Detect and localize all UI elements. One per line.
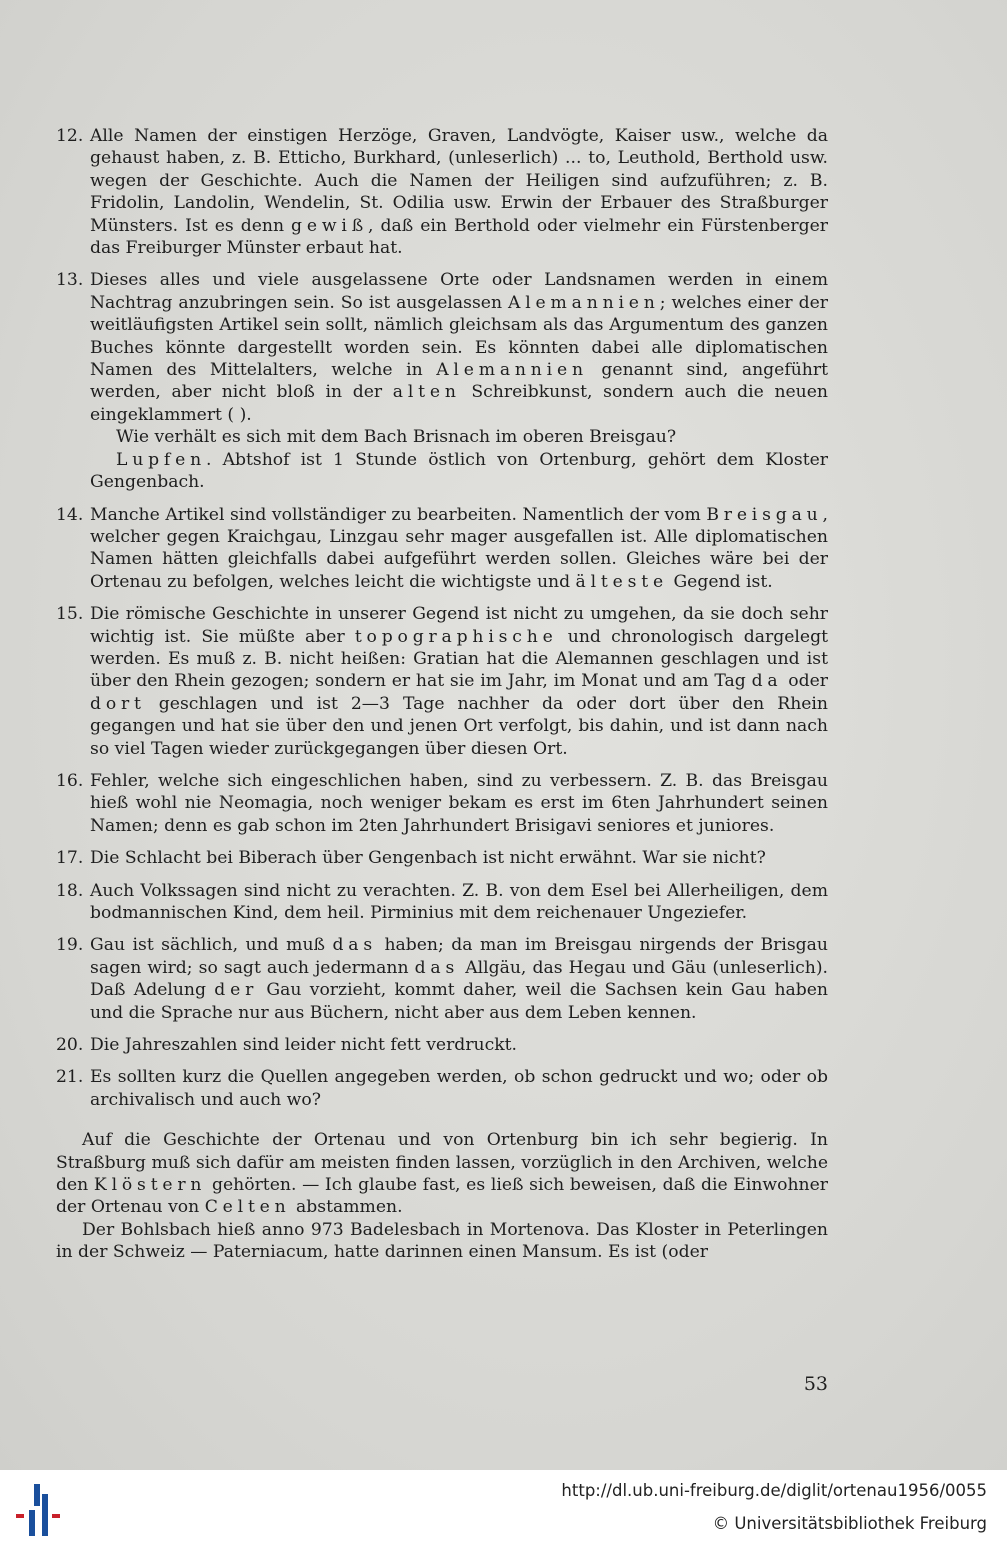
item-body — [90, 847, 828, 869]
text-run: Die Schlacht bei Biberach über Gengenbach ist nicht erwähnt. War sie nicht? — [90, 848, 766, 869]
text-run: und chronologisch dargelegt werden. Es muß z. B. nicht heißen: Gratian hat die Alemannen geschlagen und ist über den Rhein gezogen; sondern er hat sie im Jahr, im Monat und am Tag — [90, 626, 828, 692]
list-item — [56, 269, 828, 493]
item-number: 16. — [56, 770, 84, 791]
item-paragraph — [90, 125, 828, 259]
text-run: Gau vorzieht, kommt daher, weil die Sachsen kein Gau haben und die Sprache nur aus Büchern, nicht aber aus dem Leben kennen. — [90, 980, 829, 1023]
item-paragraph — [90, 934, 828, 1024]
item-number: 19. — [56, 935, 84, 956]
item-body — [90, 125, 828, 259]
item-body — [90, 269, 828, 493]
spaced-emphasis: Breisgau — [706, 504, 823, 525]
text-run: Auch Volkssagen sind nicht zu verachten. Z. B. von dem Esel bei Allerheiligen, dem bodmannischen Kind, dem heil. Pirminius mit dem reichenauer Ungeziefer. — [90, 880, 828, 923]
text-run: Schreibkunst, sondern auch die neuen eingeklammert ( ). — [90, 382, 828, 425]
spaced-emphasis: das — [332, 935, 377, 956]
spaced-emphasis: da — [751, 671, 783, 692]
copyright-notice: © Universitätsbibliothek Freiburg — [712, 1514, 987, 1533]
item-body — [90, 770, 828, 837]
library-footer — [0, 1470, 1007, 1543]
text-run: geschlagen und ist 2—3 Tage nachher da oder dort über den Rhein gegangen und hat sie über den und jenen Ort verfolgt, bis dahin, und ist dann nach so viel Tagen wieder zurückgegangen über diesen Ort. — [90, 693, 828, 759]
text-run: Die Jahreszahlen sind leider nicht fett verdruckt. — [90, 1035, 518, 1056]
text-run: Auf die Geschichte der Ortenau und von Ortenburg bin ich sehr begierig. In Straßburg muß sich dafür am meisten finden lassen, vorzüglich in den Archiven, welche den — [56, 1130, 828, 1196]
item-body — [90, 504, 828, 594]
item-number: 20. — [56, 1035, 84, 1056]
list-item — [56, 880, 828, 925]
item-body — [90, 880, 828, 925]
body-paragraph — [56, 1129, 828, 1219]
item-paragraph — [90, 504, 828, 594]
text-run: Fehler, welche sich eingeschlichen haben, sind zu verbessern. Z. B. das Breisgau hieß wohl nie Neomagia, noch weniger bekam es erst im 6ten Jahrhundert seinen Namen; denn es gab schon im 2ten Jahrhundert Brisigavi seniores et juniores. — [90, 770, 828, 836]
item-paragraph — [90, 847, 828, 869]
page-number: 53 — [803, 1373, 828, 1395]
spaced-emphasis: älteste — [575, 571, 668, 592]
text-run: Allgäu, das Hegau und Gäu (unleserlich). Daß Adelung — [90, 957, 828, 1001]
item-number: 13. — [56, 270, 84, 291]
spaced-emphasis: der — [214, 980, 259, 1001]
item-paragraph — [90, 770, 828, 837]
item-number: 14. — [56, 504, 84, 525]
spaced-emphasis: dort — [90, 693, 146, 714]
list-item — [56, 504, 828, 594]
text-run: Die römische Geschichte in unserer Gegend ist nicht zu umgehen, da sie doch sehr wichtig ist. Sie müßte aber — [90, 604, 828, 647]
text-run: . Abtshof ist 1 Stunde östlich von Ortenburg, gehört dem Kloster Gengenbach. — [90, 449, 828, 493]
item-paragraph — [90, 449, 828, 494]
spaced-emphasis: topographische — [354, 626, 558, 647]
closing-paragraphs — [56, 1129, 828, 1263]
numbered-list — [56, 125, 828, 1111]
list-item — [56, 934, 828, 1024]
item-body — [90, 934, 828, 1024]
text-run: genannt sind, angeführt werden, aber nicht bloß in der — [90, 360, 828, 403]
source-url-link[interactable]: http://dl.ub.uni-freiburg.de/diglit/ortenau1956/0055 — [561, 1481, 987, 1500]
text-run: ; welches einer der weitläufigsten Artikel sein sollt, nämlich gleichsam als das Argumentum des ganzen Buches könnte dargestellt worden sein. Es könnten dabei alle diplomatischen Namen des Mittelalters, welche in — [90, 292, 828, 381]
spaced-emphasis: alten — [392, 382, 461, 403]
text-run: oder — [782, 671, 828, 692]
list-item — [56, 1034, 828, 1056]
text-run: , welcher gegen Kraichgau, Linzgau sehr mager ausgefallen ist. Alle diplomatischen Namen hätten gleichfalls dabei aufgeführt werden sollen. Gleiches wäre bei der Ortenau zu befolgen, welches leicht die wichtigste und — [90, 504, 828, 592]
spaced-emphasis: das — [414, 957, 460, 978]
list-item — [56, 847, 828, 869]
text-run: abstammen. — [290, 1197, 403, 1218]
page-text — [56, 125, 828, 1264]
item-body — [90, 1034, 828, 1056]
item-number: 12. — [56, 126, 84, 146]
text-run: , daß ein Berthold oder vielmehr ein Fürstenberger das Freiburger Münster erbaut hat. — [90, 215, 828, 259]
list-item — [56, 125, 828, 259]
library-logo-icon — [12, 1484, 64, 1536]
text-run: Alle Namen der einstigen Herzöge, Graven, Landvögte, Kaiser usw., welche da gehaust haben, z. B. Etticho, Burkhard, (unleserlich) ... to, Leuthold, Berthold usw. wegen der Geschichte. Auch die Namen der Heiligen sind aufzuführen; z. B. Fridolin, Landolin, Wendelin, St. Odilia usw. Erwin der Erbauer des Straßburger Münsters. Ist es denn — [90, 126, 828, 236]
text-run: Wie verhält es sich mit dem Bach Brisnach im oberen Breisgau? — [116, 427, 677, 448]
list-item — [56, 603, 828, 760]
list-item — [56, 770, 828, 837]
spaced-emphasis: Celten — [204, 1197, 291, 1218]
text-run: Manche Artikel sind vollständiger zu bearbeiten. Namentlich der vom — [90, 504, 707, 525]
item-paragraph — [90, 1034, 828, 1056]
text-run: Gau ist sächlich, und muß — [90, 935, 333, 956]
item-paragraph — [90, 269, 828, 426]
item-number: 21. — [56, 1067, 84, 1088]
spaced-emphasis: Alemannien — [508, 292, 660, 313]
text-run: Gegend ist. — [667, 571, 773, 592]
item-paragraph — [90, 603, 828, 760]
spaced-emphasis: Klöstern — [93, 1175, 207, 1196]
spaced-emphasis: gewiß — [291, 215, 368, 236]
body-paragraph — [56, 1219, 828, 1264]
text-run: haben; da man im Breisgau nirgends der Brisgau sagen wird; so sagt auch jedermann — [90, 935, 828, 978]
item-paragraph — [90, 426, 828, 448]
item-number: 17. — [56, 848, 84, 869]
text-run: Es sollten kurz die Quellen angegeben werden, ob schon gedruckt und wo; oder ob archivalisch und auch wo? — [90, 1067, 828, 1110]
item-paragraph — [90, 1066, 828, 1111]
item-body — [90, 603, 828, 760]
spaced-emphasis: Alemannien — [436, 360, 588, 381]
text-run: Dieses alles und viele ausgelassene Orte oder Landsnamen werden in einem Nachtrag anzubringen sein. So ist ausgelassen — [90, 270, 828, 313]
item-paragraph — [90, 880, 828, 925]
item-number: 15. — [56, 604, 84, 625]
item-number: 18. — [56, 880, 84, 901]
spaced-emphasis: Lupfen — [116, 449, 206, 470]
list-item — [56, 1066, 828, 1111]
item-body — [90, 1066, 828, 1111]
text-run: gehörten. — Ich glaube fast, es ließ sich beweisen, daß die Einwohner der Ortenau von — [56, 1175, 828, 1218]
text-run: Der Bohlsbach hieß anno 973 Badelesbach in Mortenova. Das Kloster in Peterlingen in der Schweiz — Paterniacum, hatte darinnen einen Mansum. Es ist (oder — [56, 1219, 828, 1263]
